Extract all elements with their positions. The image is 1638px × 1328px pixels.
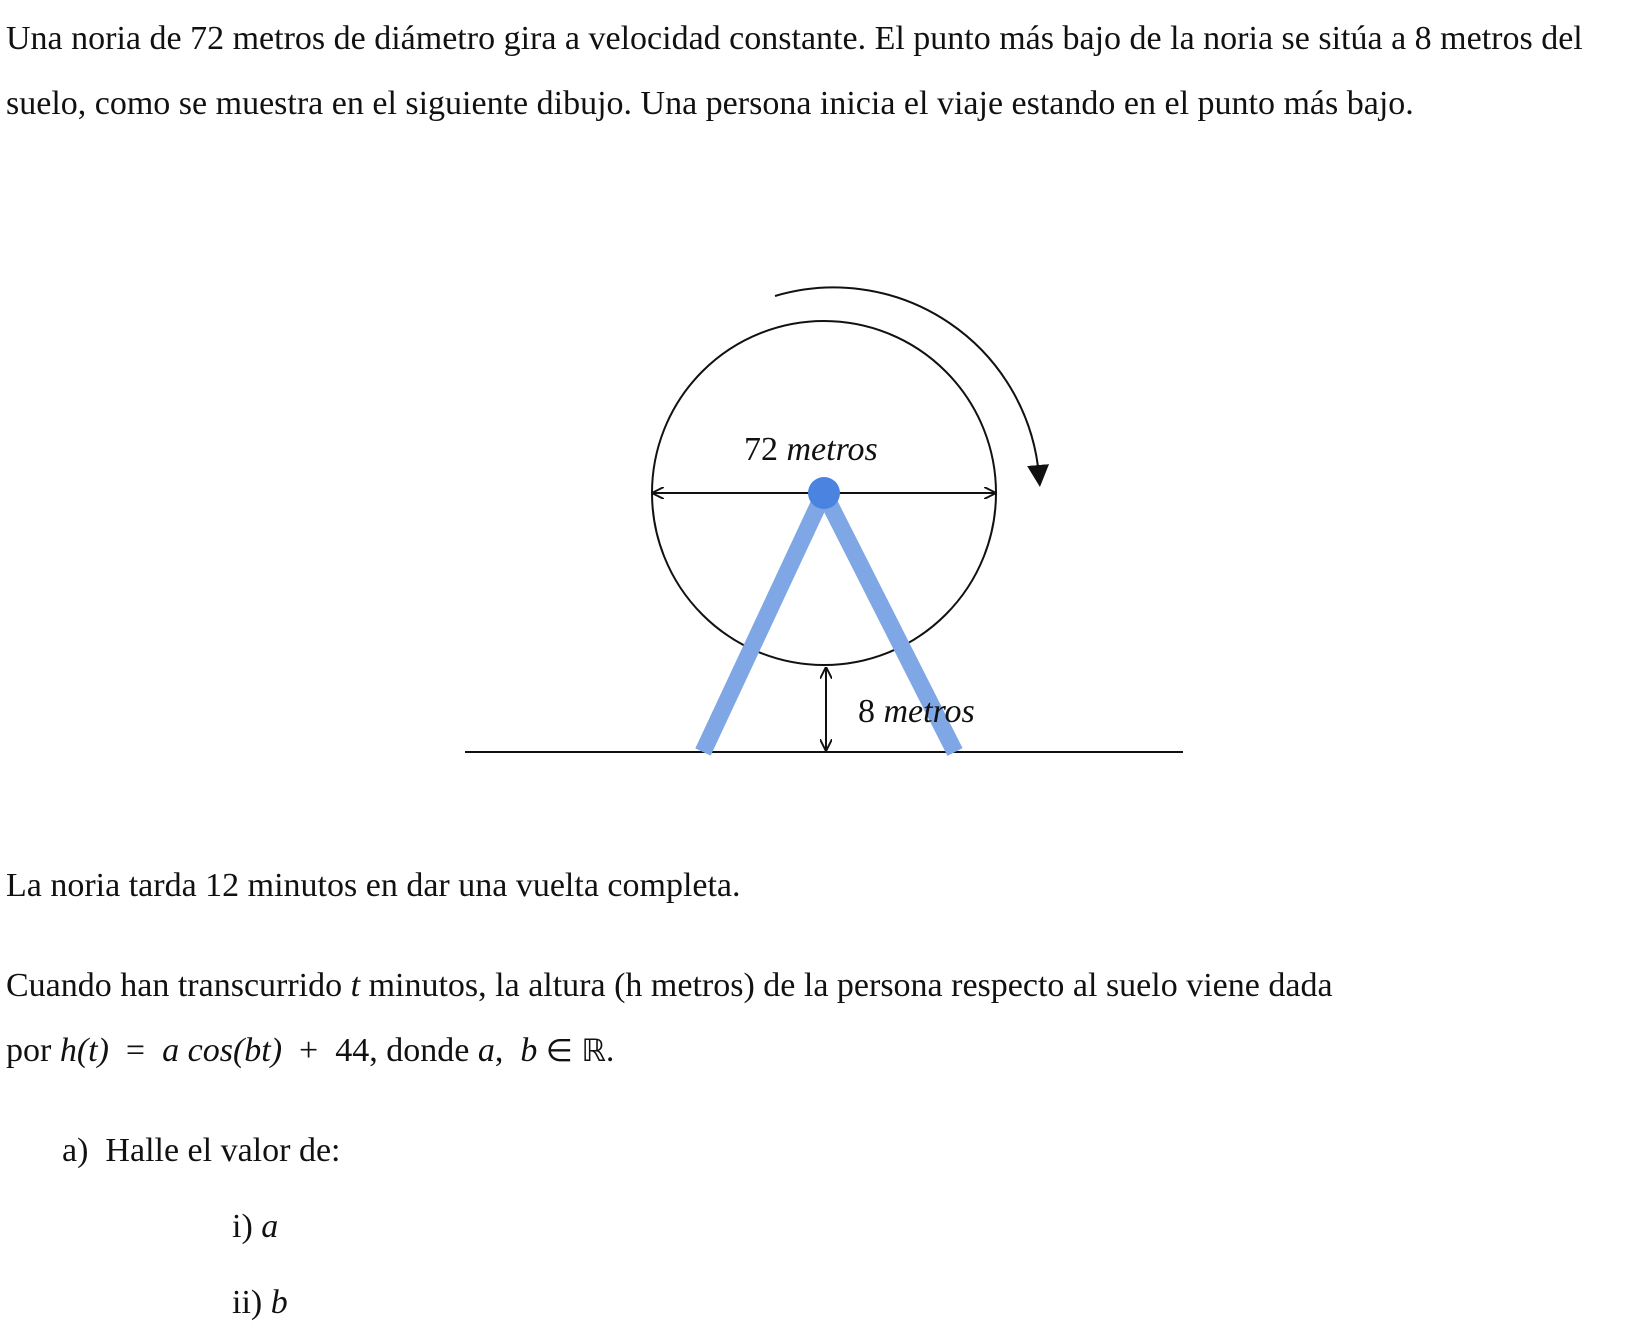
formula-equals: =	[125, 1032, 146, 1069]
height-statement-line-2	[6, 1031, 614, 1071]
intro-paragraph: Una noria de 72 metros de diámetro gira a velocidad constante. El punto más bajo de la noria se sitúa a 8 metros del suelo, como se muestra en el siguiente dibujo. Una persona inicia el viaje estando en el punto más bajo.	[6, 20, 1583, 122]
sub-question-i-var: a	[261, 1208, 279, 1245]
height-unit: metros	[883, 693, 975, 730]
formula-plus: +	[299, 1032, 319, 1069]
statement-text-4: , donde	[369, 1032, 478, 1069]
sub-question-ii-var: b	[270, 1284, 288, 1321]
formula-cos: cos	[187, 1032, 233, 1069]
diameter-label	[744, 431, 878, 468]
height-number: 8	[858, 693, 875, 730]
separator: ,	[494, 1032, 504, 1069]
statement-text-1: Cuando han transcurrido	[6, 967, 351, 1004]
formula-constant: 44	[335, 1032, 370, 1069]
variable-b: b	[520, 1032, 538, 1069]
statement-text-2: minutos, la altura (h metros) de la persona respecto al suelo viene dada	[360, 967, 1333, 1004]
diameter-number: 72	[744, 431, 778, 468]
question-a-text: Halle el valor de:	[105, 1132, 341, 1169]
formula-t: (t)	[76, 1032, 109, 1069]
height-label	[858, 693, 975, 730]
support-left	[703, 493, 824, 752]
sub-question-ii-label: ii)	[232, 1284, 263, 1321]
wheel-hub	[808, 477, 840, 509]
height-statement-line-1	[6, 966, 1333, 1006]
variable-a: a	[477, 1032, 495, 1069]
sub-question-i-label: i)	[232, 1208, 253, 1245]
variable-t: t	[350, 967, 361, 1004]
diameter-unit: metros	[786, 431, 878, 468]
statement-text-3: por	[6, 1032, 60, 1069]
sub-question-ii	[232, 1283, 288, 1323]
formula-a: a	[162, 1032, 180, 1069]
statement-end: .	[605, 1032, 615, 1069]
sub-question-i	[232, 1207, 278, 1247]
formula-bt: (bt)	[232, 1032, 283, 1069]
reals-symbol: ℝ	[581, 1033, 606, 1069]
formula	[60, 1032, 369, 1069]
question-a	[62, 1131, 340, 1171]
period-sentence: La noria tarda 12 minutos en dar una vuelta completa.	[6, 867, 741, 904]
element-of-symbol: ∈	[545, 1033, 573, 1069]
formula-h: h	[59, 1032, 77, 1069]
question-a-label: a)	[62, 1132, 89, 1169]
